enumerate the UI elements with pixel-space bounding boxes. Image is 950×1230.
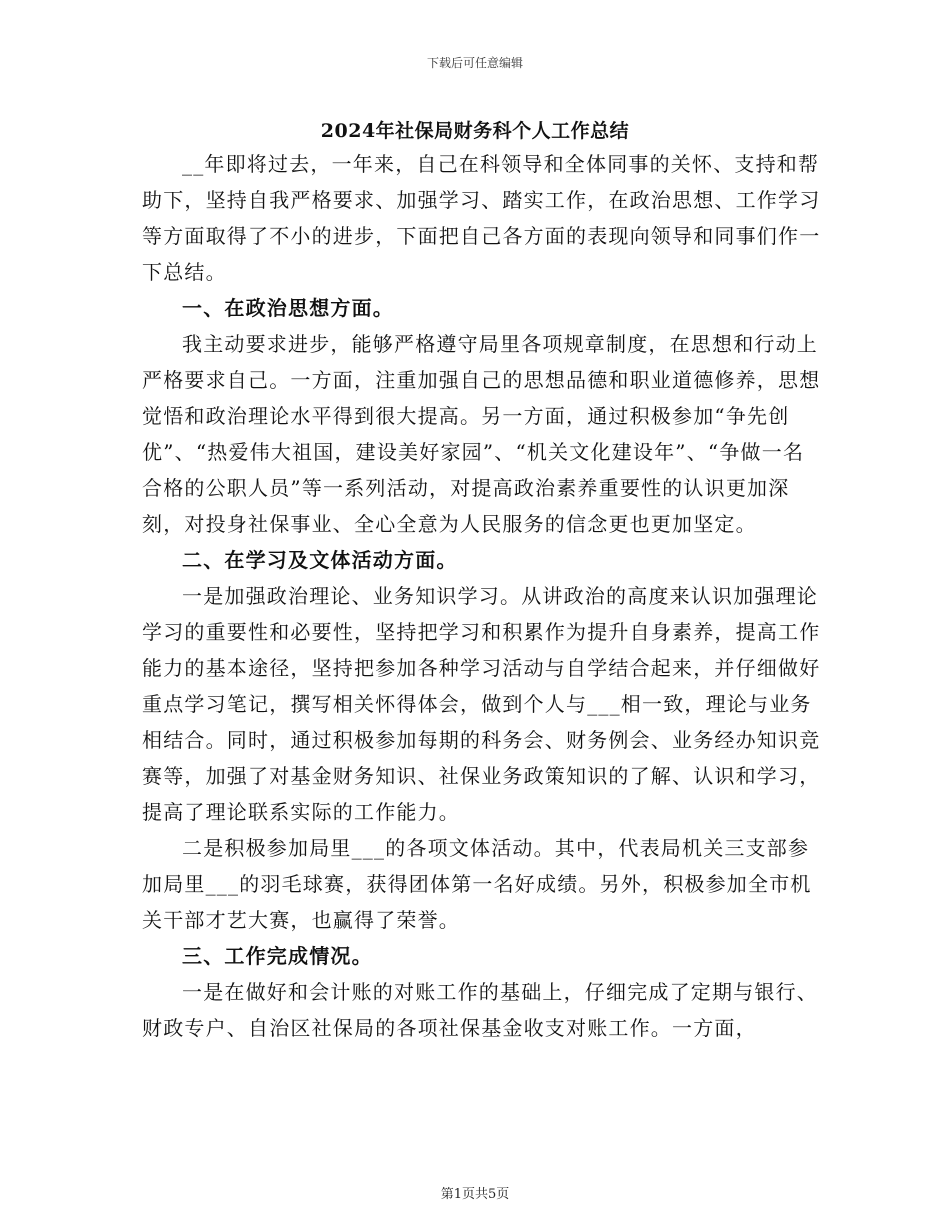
intro-paragraph: __年即将过去，一年来，自己在科领导和全体同事的关怀、支持和帮助下，坚持自我严格要求、加强学习、踏实工作，在政治思想、工作学习等方面取得了不小的进步，下面把自己各方面的表现向领导和同事们作一下总结。 [142,152,821,284]
paragraph-study-theory: 一是加强政治理论、业务知识学习。从讲政治的高度来认识加强理论学习的重要性和必要性，坚持把学习和积累作为提升自身素养，提高工作能力的基本途径，坚持把参加各种学习活动与自学结合起来，并仔细做好重点学习笔记，撰写相关怀得体会，做到个人与___相一致，理论与业务相结合。同时，通过积极参加每期的科务会、财务例会、业务经办知识竞赛等，加强了对基金财务知识、社保业务政策知识的了解、认识和学习，提高了理论联系实际的工作能力。 [142,584,821,824]
paragraph-politics: 我主动要求进步，能够严格遵守局里各项规章制度，在思想和行动上严格要求自己。一方面，注重加强自己的思想品德和职业道德修养，思想觉悟和政治理论水平得到很大提高。另一方面，通过积极参加“争先创优”、“热爱伟大祖国，建设美好家园”、“机关文化建设年”、“争做一名合格的公职人员”等一系列活动，对提高政治素养重要性的认识更加深刻，对投身社保事业、全心全意为人民服务的信念更也更加坚定。 [142,332,821,536]
section-heading-work: 三、工作完成情况。 [182,944,373,968]
page-number: 第1页共5页 [440,1187,510,1202]
header-note: 下载后可任意编辑 [426,56,523,70]
paragraph-study-activities: 二是积极参加局里___的各项文体活动。其中，代表局机关三支部参加局里___的羽毛球赛，获得团体第一名好成绩。另外，积极参加全市机关干部才艺大赛，也赢得了荣誉。 [142,836,812,932]
document-title: 2024年社保局财务科个人工作总结 [320,120,630,142]
section-heading-study: 二、在学习及文体活动方面。 [182,548,458,572]
paragraph-work-reconciliation: 一是在做好和会计账的对账工作的基础上，仔细完成了定期与银行、财政专户、自治区社保局的各项社保基金收支对账工作。一方面， [142,980,818,1040]
document-body [142,146,822,1046]
section-heading-politics: 一、在政治思想方面。 [182,296,394,320]
